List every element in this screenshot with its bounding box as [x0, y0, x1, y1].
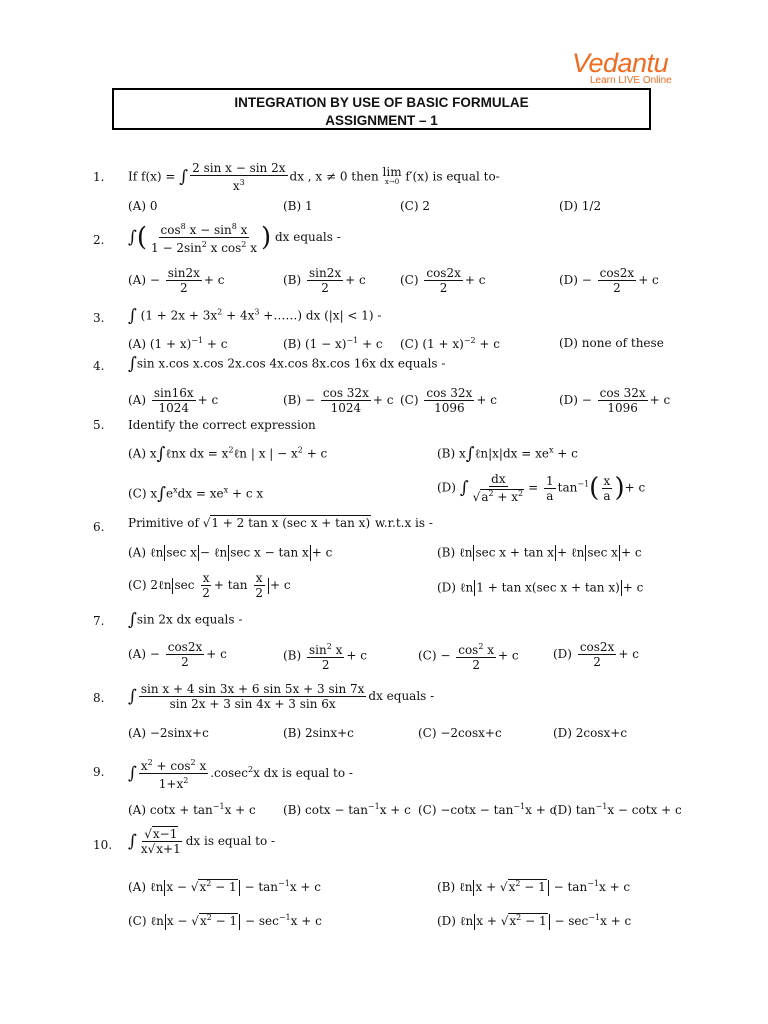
option-c: $(C) -\cot x - \tan^{-1}x + c$ — [418, 802, 557, 817]
option-a: (A) − $\frac{\sin 2x}{2}$ + c — [128, 266, 225, 295]
question-8-stem: ∫ $\frac{\text{sin x + 4 sin 3x + 6 sin 5x + 3 sin 7x}}{\sin 2x + 3 \sin 4x + 3 \sin 6x}$ dx equals - — [128, 682, 435, 711]
option-c: (C) 2ℓn sec $\frac{x}{2}$ + tan $\frac{x}{2}$ + c — [128, 571, 291, 600]
question-3-stem: ∫ ($1 + 2x + 3x^2 + 4x^3$ +……) dx (|x| < 1) - — [128, 306, 382, 326]
option-b: (B) ℓn $x + √x^2 - 1 - \tan^{-1}x + c$ — [437, 879, 631, 894]
option-c: (C) 2 — [400, 199, 430, 213]
option-c: (C) $\frac{\cos 2x}{2}$ + c — [400, 266, 486, 295]
page-subtitle: ASSIGNMENT – 1 — [325, 113, 438, 128]
option-d: (D) $\frac{\cos 2x}{2}$ + c — [553, 640, 639, 669]
option-b: (B) $\frac{\sin 2x}{2}$ + c — [283, 266, 366, 295]
question-4-stem: ∫sin x.cos x.cos 2x.cos 4x.cos 8x.cos 16x dx equals - — [128, 354, 446, 374]
question-number: 4. — [93, 359, 105, 373]
question-5-stem: Identify the correct expression — [128, 418, 316, 432]
question-number: 10. — [93, 838, 113, 852]
question-number: 3. — [93, 311, 105, 325]
option-c: (C) $(1 + x)^{-2} + c$ — [400, 336, 501, 351]
page-title: INTEGRATION BY USE OF BASIC FORMULAE — [234, 95, 529, 110]
option-c: (C) −2cosx+c — [418, 726, 502, 740]
logo-tagline: Learn LIVE Online — [590, 75, 672, 86]
option-b: (B) − $\frac{\cos 32x}{1024}$ + c — [283, 386, 394, 415]
option-a: (A) −2sinx+c — [128, 726, 209, 740]
question-number: 2. — [93, 233, 105, 247]
option-c: (C) − $\frac{\cos^2 x}{2}$ + c — [418, 642, 519, 672]
option-b: (B) $\cot x - \tan^{-1}x + c$ — [283, 802, 411, 817]
vedantu-logo — [572, 48, 672, 88]
option-c: (C) $\frac{\cos 32x}{1096}$ + c — [400, 386, 497, 415]
option-d: (D) ℓn $x + √x^2 - 1 - \sec^{-1}x + c$ — [437, 913, 632, 928]
option-a: (A) $\cot x + \tan^{-1}x + c$ — [128, 802, 256, 817]
option-d: (D) 1/2 — [559, 199, 602, 213]
logo-wordmark: Vedantu — [572, 48, 669, 78]
option-d: (D) none of these — [559, 336, 664, 350]
question-9-stem: ∫ $\frac{x^2 + \cos^2 x}{1+x^2}$ .cosec$^2$x dx is equal to - — [128, 758, 353, 791]
option-d: (D) $\tan^{-1}x - \cot x + c$ — [553, 802, 682, 817]
question-number: 6. — [93, 520, 105, 534]
option-d: (D) 2cosx+c — [553, 726, 628, 740]
question-10-stem: ∫ $\frac{√x-1}{x√x+1}$ dx is equal to - — [128, 827, 276, 856]
title-box — [112, 88, 651, 130]
question-1-stem: If f(x) = ∫ $\frac{\text{2 sin x − sin 2x}}{x^3}$ dx , x ≠ 0 then lim x→0 f′(x) is equal to- — [128, 161, 500, 193]
option-b: (B) $(1 - x)^{-1} + c$ — [283, 336, 383, 351]
option-b: (B) 1 — [283, 199, 313, 213]
question-number: 1. — [93, 170, 105, 184]
option-b: (B) ℓn sec x + tan x + ℓn sec x + c — [437, 545, 642, 560]
question-number: 8. — [93, 691, 105, 705]
option-d: (D) ℓn 1 + tan x(sec x + tan x) + c — [437, 580, 644, 595]
question-7-stem: ∫sin 2x dx equals - — [128, 610, 243, 630]
question-number: 5. — [93, 418, 105, 432]
question-number: 7. — [93, 614, 105, 628]
option-a: (A) $(1 + x)^{-1} + c$ — [128, 336, 228, 351]
option-a: (A) $\frac{\sin 16x}{1024}$ + c — [128, 386, 219, 415]
question-number: 9. — [93, 765, 105, 779]
option-a: (A) ℓn sec x − ℓn sec x − tan x + c — [128, 545, 333, 560]
option-a: (A) 0 — [128, 199, 158, 213]
option-b: (B) $\frac{\sin^2 x}{2}$ + c — [283, 642, 368, 672]
option-a: (A) − $\frac{\cos 2x}{2}$ + c — [128, 640, 227, 669]
option-d: (D) ∫ $\frac{dx}{√a^2 + x^2}$ = $\frac{1}{a}$ $\tan^{-1}$( $\frac{x}{a}$ )+ c — [437, 472, 646, 504]
option-d: (D) − $\frac{\cos 2x}{2}$ + c — [559, 266, 659, 295]
option-a: (A) ℓn $x - √x^2 - 1 - \tan^{-1}x + c$ — [128, 879, 321, 894]
option-a: (A) x∫ℓnx dx = $x^2\ell n$ | x | − $x^2 + c$ — [128, 444, 328, 464]
option-c: (C) ℓn $x - √x^2 - 1 - \sec^{-1}x + c$ — [128, 913, 322, 928]
question-6-stem: Primitive of √1 + 2 tan x (sec x + tan x) w.r.t.x is - — [128, 516, 433, 530]
option-b: (B) 2sinx+c — [283, 726, 354, 740]
option-c: (C) $x\int e^xdx = xe^x + c$ x — [128, 484, 264, 504]
question-2-stem: ∫( $\frac{\cos^8 x - \sin^8 x}{1 - 2\sin^2 x \cos^2 x}$ ) dx equals - — [128, 222, 341, 255]
option-b: (B) x∫ℓn|x|dx = $xe^x + c$ — [437, 444, 578, 464]
option-d: (D) − $\frac{\cos 32x}{1096}$ + c — [559, 386, 671, 415]
